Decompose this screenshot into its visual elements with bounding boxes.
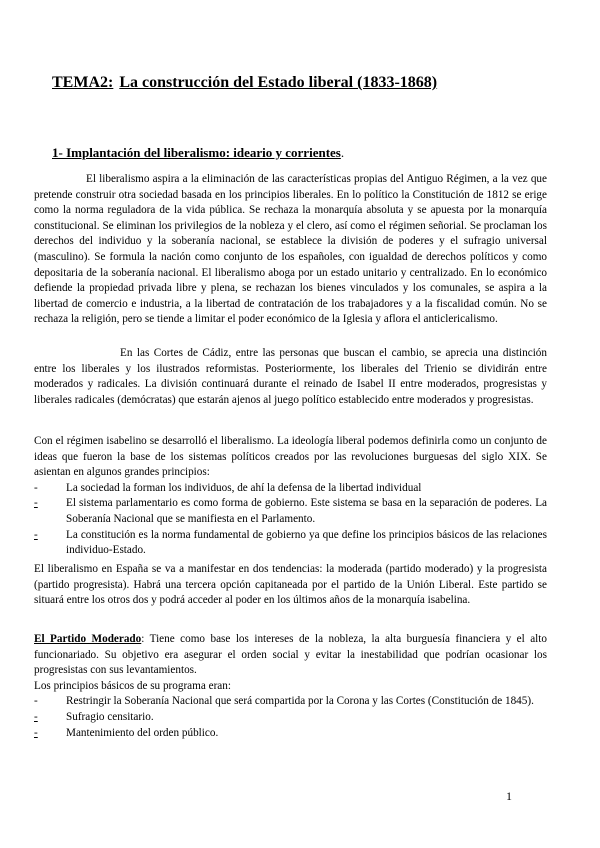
title-text: La construcción del Estado liberal (1833-1868) (119, 74, 438, 91)
moderado-heading: El Partido Moderado (34, 633, 142, 645)
list-item (34, 496, 547, 527)
principles-intro: Con el régimen isabelino se desarrolló el liberalismo. La ideología liberal podemos definirla como un conjunto de ideas que fueron la base de los sistemas políticos creados por las revoluciones burguesas del siglo XIX. Se asientan en algunos grandes principios: (34, 435, 547, 479)
list-item (34, 481, 547, 497)
program-list (34, 694, 547, 741)
list-item-text: La sociedad la forman los individuos, de ahí la defensa de la libertad individual (66, 481, 422, 494)
list-item (34, 726, 547, 742)
moderado-text: : Tiene como base los intereses de la nobleza, la alta burguesía financiera y el alto funcionariado. Su objetivo era asegurar el orden social y evitar la inestabilidad que podrían ocasionar los progresistas con sus levantamientos. (34, 633, 547, 677)
list-item (34, 528, 547, 559)
list-marker: - (34, 528, 38, 541)
page-number: 1 (506, 789, 512, 803)
section-heading (52, 145, 552, 161)
list-item-text: La constitución es la norma fundamental de gobierno ya que define los principios básicos de las relaciones individuo-Estado. (66, 528, 547, 557)
title-label: TEMA2: (52, 74, 114, 91)
list-item-text: Sufragio censitario. (66, 710, 154, 723)
list-marker: - (34, 710, 38, 723)
moderado-description (34, 632, 547, 679)
list-marker: - (34, 481, 38, 494)
section-heading-end: . (340, 145, 345, 160)
list-item-text: El sistema parlamentario es como forma de gobierno. Este sistema se basa en la separación de poderes. La Soberanía Nacional que se manifiesta en el Parlamento. (66, 497, 547, 525)
list-marker: - (34, 497, 38, 510)
paragraph-cortes-cadiz: En las Cortes de Cádiz, entre las personas que buscan el cambio, se aprecia una distinción entre los liberales y los ilustrados reformistas. Posteriormente, los liberales del Trienio se dividirán entre moderados y radicales. La división continuará durante el reinado de Isabel II entre moderados, progresistas y liberales radicales (demócratas) que estarán ajenos al juego político establecido entre moderados y progresistas. (34, 347, 547, 406)
page-title (52, 74, 552, 92)
paragraph-ideario: El liberalismo aspira a la eliminación de las características propias del Antiguo Régimen, a la vez que pretende construir otra sociedad basada en los principios liberales. En lo político la Constitución de 1812 se erige como la norma reguladora de la vida pública. Se rechaza la monarquía absoluta y se apuesta por la monarquía constitucional. Se eliminan los privilegios de la nobleza y el clero, así como el régimen señorial. Se proclaman los derechos del individuo y la soberanía nacional, se establece la división de poderes y el sufragio universal (masculino). Se formula la nación como conjunto de los españoles, con igualdad de derechos políticos y como depositaria de la soberanía nacional. El liberalismo aboga por un estado unitario y centralizado. En lo económico defiende la propiedad privada libre y plena, se rechazan los bienes vinculados y los comunales, se aspira a la libertad de comercio e industria, a la libertad de contratación de los trabajadores y a la fiscalidad común. No se rechaza la religión, pero se tiende a limitar el poder económico de la Iglesia y aflora el anticlericalismo. (34, 173, 547, 326)
list-marker: - (34, 726, 38, 739)
paragraph-partido-moderado (34, 632, 547, 741)
paragraph-tendencias: El liberalismo en España se va a manifestar en dos tendencias: la moderada (partido moderado) y la progresista (partido progresista). Habrá una tercera opción capitaneada por el partido de la Unión Liberal. Este partido se situará entre los otros dos y podrá acceder al poder en los últimos años de la monarquía isabelina. (34, 563, 547, 607)
paragraph-regimen-isabelino (34, 434, 547, 559)
section-heading-text: 1- Implantación del liberalismo: ideario y corrientes (52, 145, 341, 160)
principles-list (34, 481, 547, 559)
list-item-text: Mantenimiento del orden público. (66, 726, 219, 739)
list-item (34, 694, 547, 710)
list-item-text: Restringir la Soberanía Nacional que será compartida por la Corona y las Cortes (Constitución de 1845). (66, 695, 534, 708)
list-item (34, 710, 547, 726)
list-marker: - (34, 695, 38, 708)
program-intro: Los principios básicos de su programa eran: (34, 679, 231, 692)
